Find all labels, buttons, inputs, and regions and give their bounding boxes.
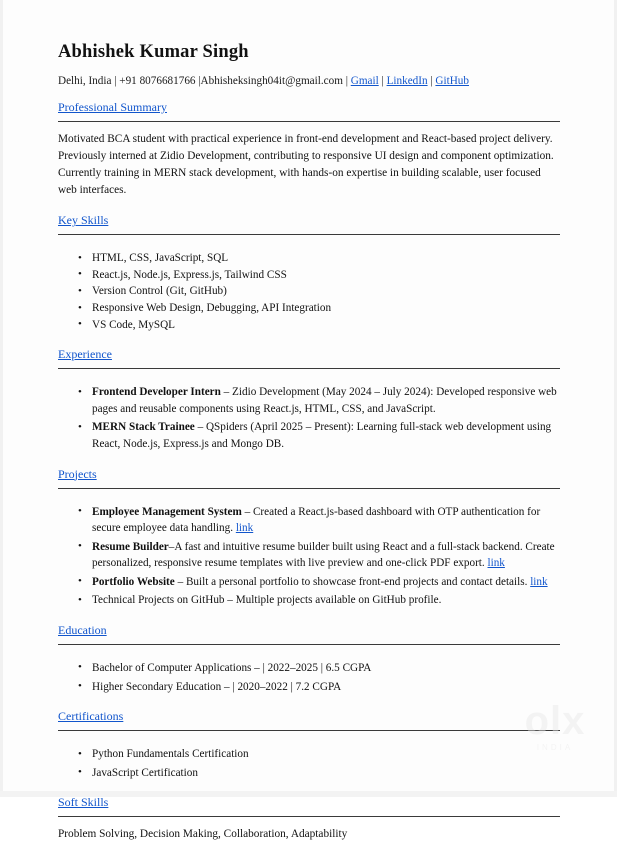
linkedin-link[interactable]: LinkedIn xyxy=(386,75,428,87)
github-link[interactable]: GitHub xyxy=(435,75,469,87)
list-item: • HTML, CSS, JavaScript, SQL xyxy=(92,250,560,267)
project-detail: – Built a personal portfolio to showcase front-end projects and contact details. xyxy=(174,575,531,588)
project-link[interactable]: link xyxy=(487,557,505,570)
section-heading-key-skills: Key Skills xyxy=(58,213,109,228)
list-item xyxy=(92,504,560,537)
section-experience xyxy=(58,347,560,452)
page-left-edge xyxy=(0,0,3,797)
section-rule-education xyxy=(58,644,560,645)
projects-list xyxy=(58,504,560,609)
watermark-region: INDIA xyxy=(536,743,574,752)
candidate-name: Abhishek Kumar Singh xyxy=(58,42,249,62)
section-rule-professional-summary xyxy=(58,121,560,122)
project-title: Resume Builder xyxy=(92,540,169,553)
section-heading-projects: Projects xyxy=(58,466,97,481)
section-certifications xyxy=(58,709,560,781)
list-item: • React.js, Node.js, Express.js, Tailwind CSS xyxy=(92,267,560,284)
section-heading-experience: Experience xyxy=(58,347,112,362)
experience-title: MERN Stack Trainee xyxy=(92,421,195,434)
list-item xyxy=(92,592,560,609)
list-item xyxy=(92,539,560,572)
section-heading-professional-summary: Professional Summary xyxy=(58,99,167,114)
list-item: • Python Fundamentals Certification xyxy=(92,746,560,763)
certifications-list xyxy=(58,746,560,781)
professional-summary-text: Motivated BCA student with practical experience in front-end development and React-based project delivery. Previously interned at Zidio Development, contributing to responsive UI design and component optimization. Currently training in MERN stack development, with hands-on expertise in building scalable, user focused web interfaces. xyxy=(58,132,554,197)
experience-detail: – Zidio Development (May 2024 – July 2024): Developed responsive web pages and reusable components using React.js, HTML, CSS, and JavaScript. xyxy=(92,386,557,415)
project-link[interactable]: link xyxy=(235,522,254,535)
section-heading-soft-skills: Soft Skills xyxy=(58,795,109,810)
section-education xyxy=(58,623,560,695)
section-rule-soft-skills xyxy=(58,816,560,817)
education-list xyxy=(58,660,560,695)
list-item: • JavaScript Certification xyxy=(92,765,560,782)
project-title: Portfolio Website xyxy=(92,575,175,588)
section-rule-certifications xyxy=(58,730,560,731)
list-item: • Version Control (Git, GitHub) xyxy=(92,283,560,300)
experience-detail: – QSpiders (April 2025 – Present): Learning full-stack web development using React, Node.js, Express.js and Mongo DB. xyxy=(92,421,552,450)
list-item xyxy=(92,384,560,417)
section-heading-certifications: Certifications xyxy=(58,709,124,724)
list-item: • Responsive Web Design, Debugging, API Integration xyxy=(92,300,560,317)
project-link[interactable]: link xyxy=(530,575,548,588)
contact-line xyxy=(58,74,560,90)
project-detail: Technical Projects on GitHub – Multiple projects available on GitHub profile. xyxy=(92,594,442,607)
contact-separator-1: | xyxy=(378,75,387,87)
experience-list xyxy=(58,384,560,452)
section-professional-summary xyxy=(58,100,560,200)
list-item xyxy=(92,419,560,452)
watermark-brand: olx xyxy=(524,699,586,743)
resume-body xyxy=(58,42,560,857)
list-item xyxy=(92,574,560,591)
key-skills-list xyxy=(58,250,560,333)
section-heading-education: Education xyxy=(58,622,107,637)
list-item: • Higher Secondary Education – | 2020–2022 | 7.2 CGPA xyxy=(92,679,560,696)
project-detail: – Created a React.js-based dashboard with OTP authentication for secure employee data handling. xyxy=(92,505,541,535)
section-key-skills xyxy=(58,213,560,333)
section-rule-experience xyxy=(58,368,560,369)
project-detail: –A fast and intuitive resume builder built using React and a full-stack backend. Create personalized, responsive resume templates with live preview and one-click PDF export. xyxy=(92,540,555,570)
experience-title: Frontend Developer Intern xyxy=(92,386,221,399)
project-title: Employee Management System xyxy=(92,505,242,518)
gmail-link[interactable]: Gmail xyxy=(350,75,379,87)
section-projects xyxy=(58,467,560,609)
section-rule-projects xyxy=(58,488,560,489)
section-rule-key-skills xyxy=(58,234,560,235)
list-item: • Bachelor of Computer Applications – | 2022–2025 | 6.5 CGPA xyxy=(92,660,560,677)
section-soft-skills xyxy=(58,795,560,843)
soft-skills-text: Problem Solving, Decision Making, Collaboration, Adaptability xyxy=(58,828,348,841)
contact-text: Delhi, India | +91 8076681766 |Abhisheksingh04it@gmail.com | xyxy=(58,75,351,87)
contact-separator-2: | xyxy=(427,75,436,87)
list-item: • VS Code, MySQL xyxy=(92,317,560,334)
